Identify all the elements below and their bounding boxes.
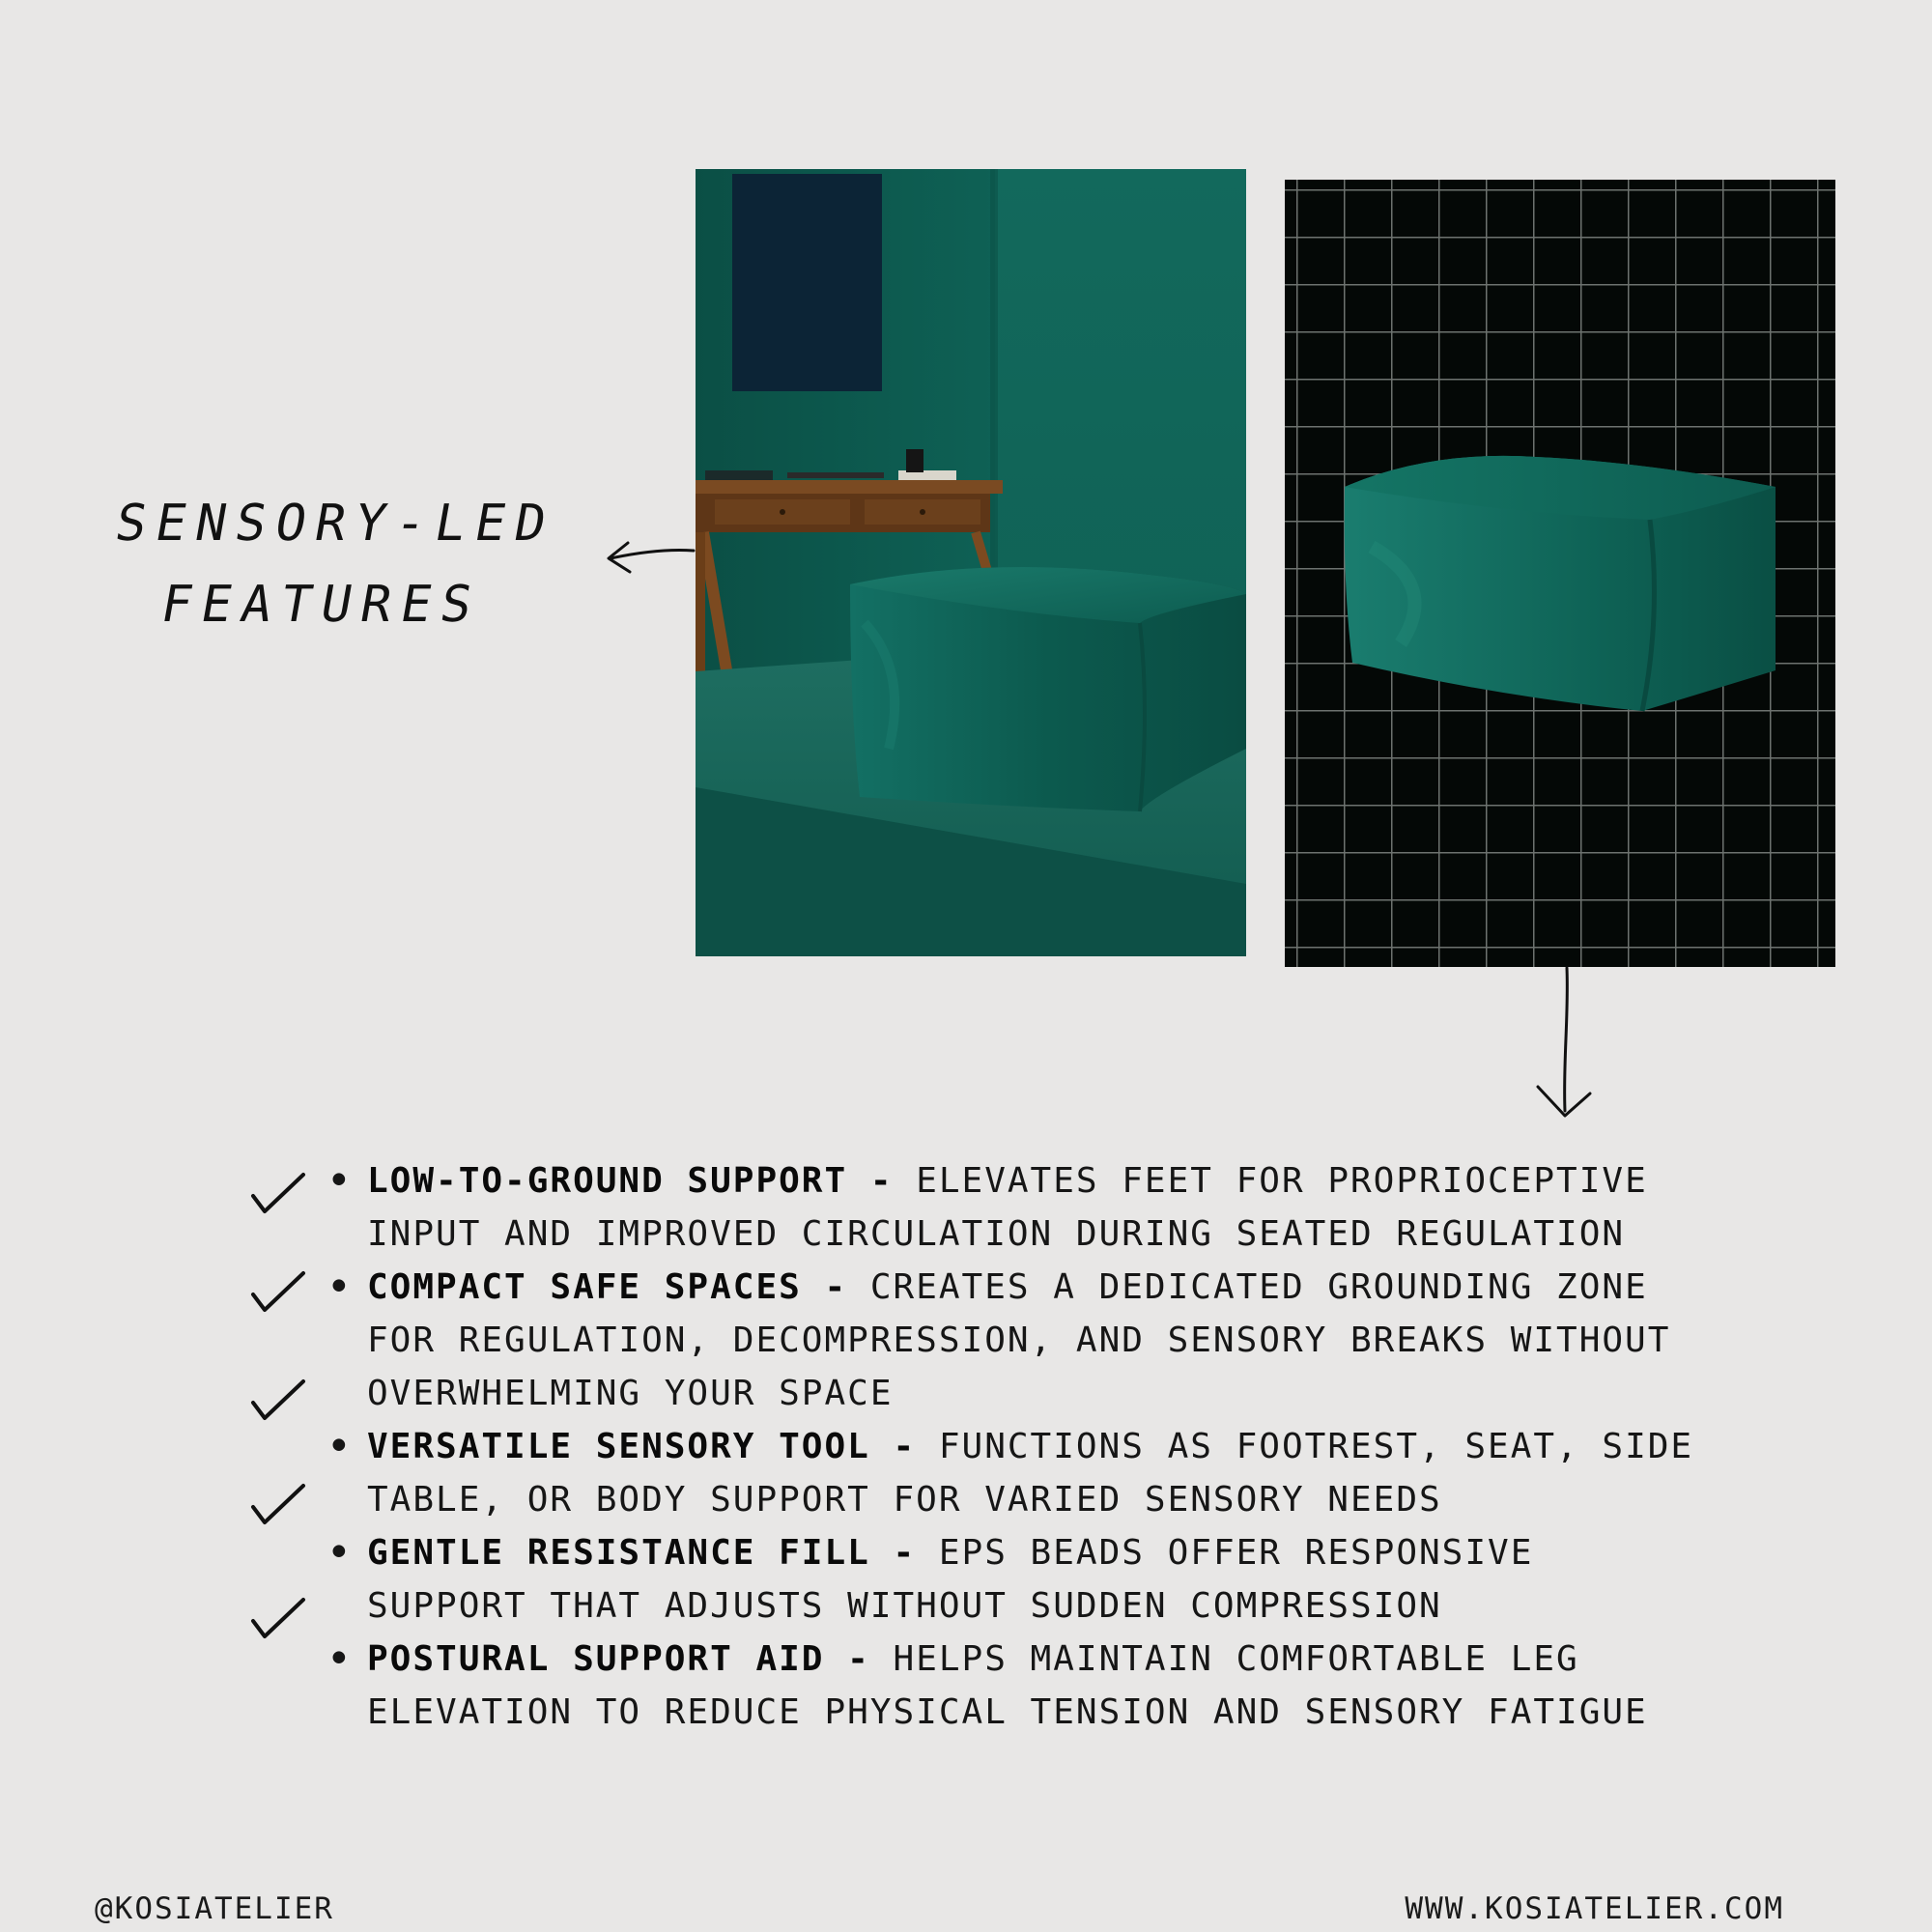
feature-separator: - (847, 1161, 917, 1201)
feature-title: POSTURAL SUPPORT AID (367, 1639, 825, 1679)
arrow-down-icon (1517, 966, 1613, 1125)
product-photo-grid (1285, 180, 1835, 967)
feature-list-section (251, 1154, 1700, 1739)
website-link[interactable]: WWW.KOSIATELIER.COM (1405, 1891, 1784, 1926)
bullet-icon: • (328, 1161, 352, 1201)
social-handle[interactable]: @KOSIATELIER (95, 1891, 334, 1926)
heading-line-1: SENSORY-LED (110, 495, 560, 553)
heading-line-2: FEATURES (156, 576, 487, 634)
arrow-left-icon (599, 537, 696, 576)
feature-body: FUNCTIONS AS FOOTREST, SEAT, SIDE TABLE, OR BODY SUPPORT FOR VARIED SENSORY NEEDS (367, 1427, 1694, 1520)
page-heading (72, 483, 584, 645)
feature-title: LOW-TO-GROUND SUPPORT (367, 1161, 848, 1201)
feature-separator: - (869, 1533, 939, 1573)
feature-title: GENTLE RESISTANCE FILL (367, 1533, 870, 1573)
feature-item (251, 1633, 1700, 1739)
feature-body: EPS BEADS OFFER RESPONSIVE SUPPORT THAT ADJUSTS WITHOUT SUDDEN COMPRESSION (367, 1533, 1534, 1626)
feature-title: VERSATILE SENSORY TOOL (367, 1427, 870, 1466)
feature-list (251, 1154, 1700, 1739)
feature-separator: - (824, 1639, 894, 1679)
feature-body: CREATES A DEDICATED GROUNDING ZONE FOR REGULATION, DECOMPRESSION, AND SENSORY BREAKS WITHOUT OVERWHELMING YOUR SPACE (367, 1267, 1671, 1413)
product-photo-room (696, 169, 1246, 956)
feature-body: HELPS MAINTAIN COMFORTABLE LEG ELEVATION TO REDUCE PHYSICAL TENSION AND SENSORY FATIGUE (367, 1639, 1648, 1732)
feature-body: ELEVATES FEET FOR PROPRIOCEPTIVE INPUT AND IMPROVED CIRCULATION DURING SEATED REGULATION (367, 1161, 1648, 1254)
feature-item (251, 1261, 1700, 1420)
feature-separator: - (869, 1427, 939, 1466)
pouf-grid-scene-icon (1285, 180, 1835, 967)
feature-item (251, 1526, 1700, 1633)
bullet-icon: • (328, 1267, 352, 1307)
feature-item (251, 1420, 1700, 1526)
bullet-icon: • (328, 1639, 352, 1679)
feature-separator: - (801, 1267, 870, 1307)
bullet-icon: • (328, 1427, 352, 1466)
feature-item (251, 1154, 1700, 1261)
feature-title: COMPACT SAFE SPACES (367, 1267, 802, 1307)
pouf-room-scene-icon (696, 169, 1246, 956)
bullet-icon: • (328, 1533, 352, 1573)
